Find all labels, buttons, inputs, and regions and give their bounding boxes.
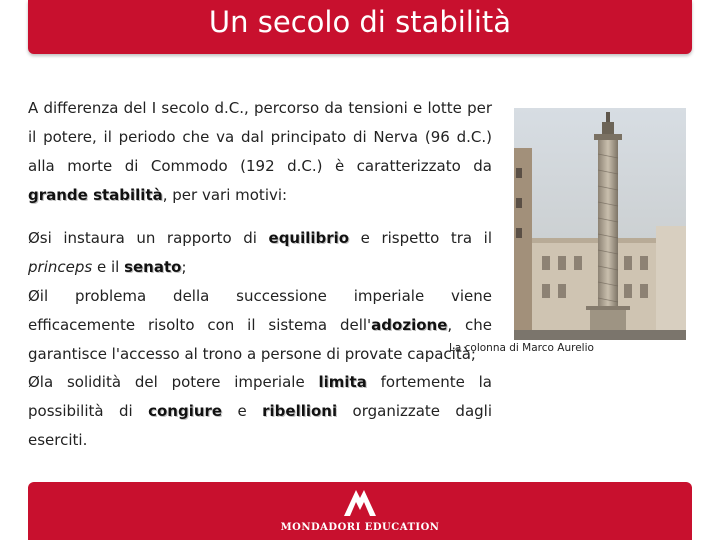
bullet-text: Øil problema della successione imperiale viene efficacemente risolto con il sistema dell' [28,287,492,334]
bullet-text: Øla solidità del potere imperiale [28,373,319,391]
bullet-text: e [222,402,263,420]
bullet-text: , che garantisce l'accesso al trono a persone di provate capacità; [28,316,492,363]
bullet-adozione [28,282,492,369]
bullet-text: e il [92,258,125,276]
bullet-text: e rispetto tra il [349,229,492,247]
keyword-senato: senato [124,258,182,276]
intro-text-end: , per vari motivi: [162,186,288,204]
column-illustration [514,108,686,340]
footer-bar [28,482,692,540]
bullet-text: organizzate dagli eserciti. [28,402,493,449]
bullet-limita [28,368,492,455]
keyword-congiure: congiure [148,402,223,420]
keyword-equilibrio: equilibrio [268,229,350,247]
keyword-ribellioni: ribellioni [262,402,338,420]
bullet-equilibrio [28,224,492,282]
intro-text: A differenza del I secolo d.C., percorso da tensioni e lotte per il potere, il periodo che va dal principato di Nerva (96 d.C.) alla morte di Commodo (192 d.C.) è caratterizzato da [28,99,492,175]
keyword-adozione: adozione [371,316,448,334]
image-caption: La colonna di Marco Aurelio [449,342,594,354]
keyword-limita: limita [318,373,367,391]
bullet-text: Øsi instaura un rapporto di [28,229,269,247]
bullet-text: fortemente la possibilità di [28,373,492,420]
term-princeps: princeps [28,258,93,276]
intro-paragraph [28,94,492,210]
slide-title: Un secolo di stabilità [208,5,512,39]
keyword-grande-stabilita: grande stabilità [28,186,163,204]
column-photo [514,108,686,340]
title-bar [28,0,692,54]
footer-brand: MONDADORI EDUCATION [280,522,440,533]
bullet-text: ; [181,258,187,276]
mondadori-logo-icon [340,488,380,518]
